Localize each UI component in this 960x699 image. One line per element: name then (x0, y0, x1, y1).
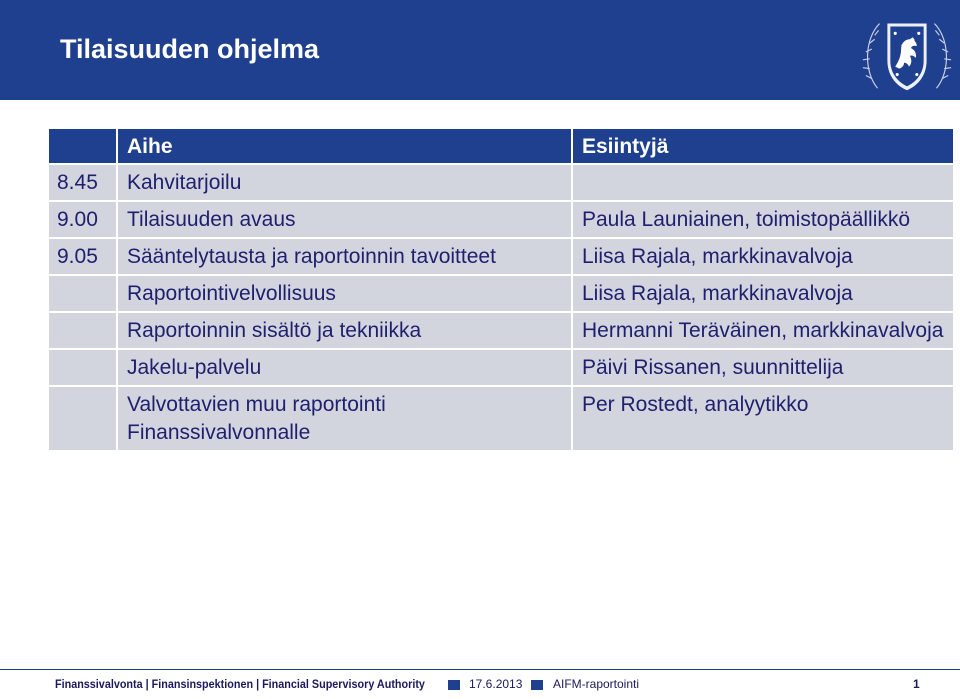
square-bullet-icon (448, 680, 460, 690)
header-time (48, 128, 117, 164)
row-time (48, 275, 117, 312)
header-topic: Aihe (117, 128, 572, 164)
row-topic: Valvottavien muu raportointi Finanssivalvonnalle (117, 386, 572, 451)
table-row (48, 349, 954, 386)
row-topic: Jakelu-palvelu (117, 349, 572, 386)
table-row (48, 164, 954, 201)
square-bullet-icon (531, 680, 543, 690)
page-title: Tilaisuuden ohjelma (60, 34, 320, 64)
table-row (48, 275, 954, 312)
row-time (48, 386, 117, 451)
row-time: 9.05 (48, 238, 117, 275)
table-row (48, 201, 954, 238)
row-speaker: Liisa Rajala, markkinavalvoja (572, 275, 954, 312)
row-time: 9.00 (48, 201, 117, 238)
row-speaker: Per Rostedt, analyytikko (572, 386, 954, 451)
row-time (48, 312, 117, 349)
row-speaker: Paula Launiainen, toimistopäällikkö (572, 201, 954, 238)
row-topic: Tilaisuuden avaus (117, 201, 572, 238)
header-speaker: Esiintyjä (572, 128, 954, 164)
row-topic: Sääntelytausta ja raportoinnin tavoitteet (117, 238, 572, 275)
row-speaker: Päivi Rissanen, suunnittelija (572, 349, 954, 386)
footer-organization: Finanssivalvonta | Finansinspektionen | Financial Supervisory Authority (55, 677, 425, 691)
row-topic: Kahvitarjoilu (117, 164, 572, 201)
table-header-row (48, 128, 954, 164)
title-bar (0, 0, 960, 100)
agenda-table (47, 127, 955, 452)
row-speaker: Liisa Rajala, markkinavalvoja (572, 238, 954, 275)
footer-divider (0, 669, 960, 670)
table-row (48, 238, 954, 275)
row-time (48, 349, 117, 386)
row-speaker: Hermanni Teräväinen, markkinavalvoja (572, 312, 954, 349)
page-number: 1 (913, 677, 920, 691)
row-time: 8.45 (48, 164, 117, 201)
row-speaker (572, 164, 954, 201)
footer-document: AIFM-raportointi (553, 677, 640, 691)
footer-date: 17.6.2013 (469, 677, 523, 691)
table-row (48, 312, 954, 349)
footer (0, 666, 960, 699)
finnish-lion-emblem-icon (858, 2, 956, 100)
row-topic: Raportoinnin sisältö ja tekniikka (117, 312, 572, 349)
row-topic: Raportointivelvollisuus (117, 275, 572, 312)
table-row (48, 386, 954, 451)
